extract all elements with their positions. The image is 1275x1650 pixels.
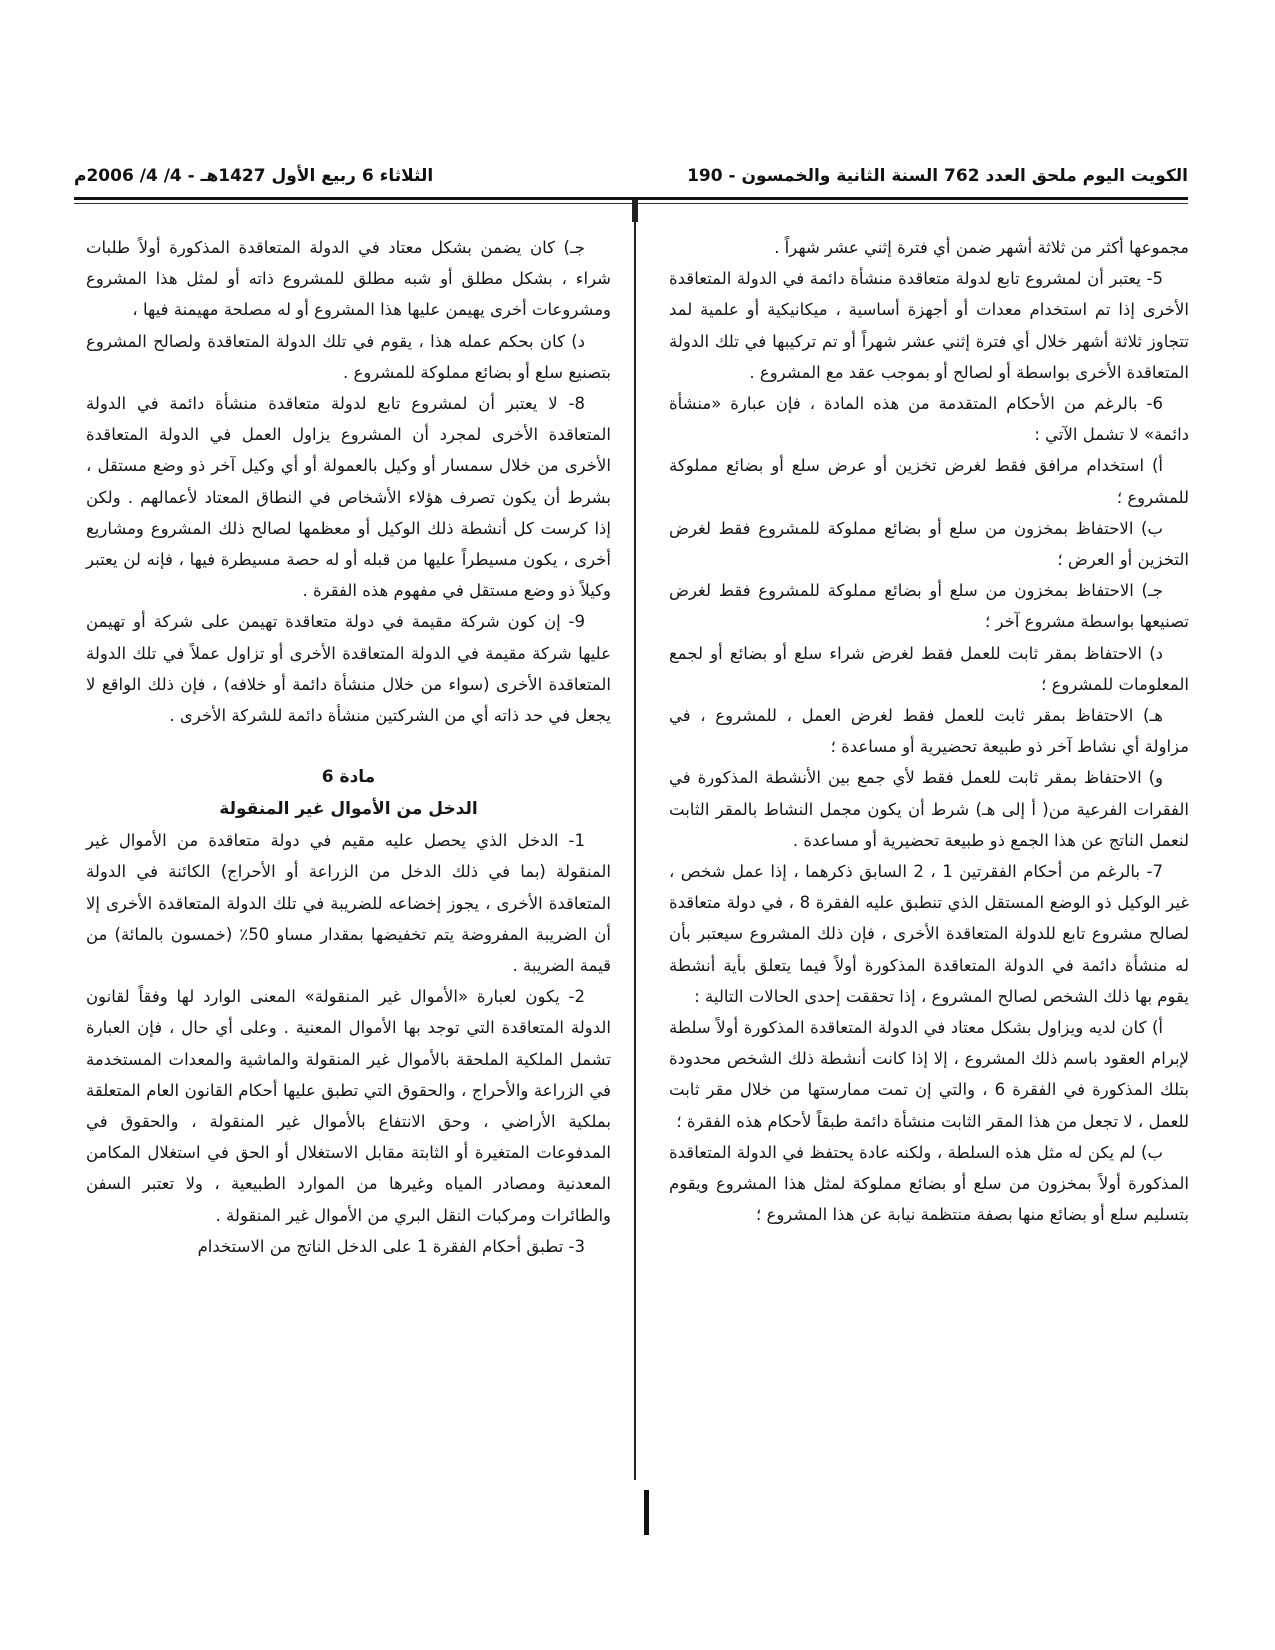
paragraph: هـ) الاحتفاظ بمقر ثابت للعمل فقط لغرض العمل ، للمشروع ، في مزاولة أي نشاط آخر ذو طبيعة تحضيرية أو مساعدة ؛ (669, 706, 1189, 757)
paragraph: جـ) الاحتفاظ بمخزون من سلع أو بضائع مملوكة للمشروع فقط لغرض تصنيعها بواسطة مشروع آخر ؛ (669, 581, 1189, 632)
paragraph: د) الاحتفاظ بمقر ثابت للعمل فقط لغرض شراء سلع أو بضائع أو لجمع المعلومات للمشروع ؛ (669, 643, 1189, 694)
paragraph: د) كان بحكم عمله هذا ، يقوم في تلك الدولة المتعاقدة ولصالح المشروع بتصنيع سلع أو بضائع مملوكة للمشروع . (86, 331, 611, 382)
right-column (669, 232, 1189, 1231)
paragraph: 7- بالرغم من أحكام الفقرتين 1 ، 2 السابق ذكرهما ، إذا عمل شخص ، غير الوكيل ذو الوضع المستقل الذي تنطبق عليه الفقرة 8 ، في دولة متعاقدة لصالح مشروع تابع للدولة المتعاقدة الأخرى ، فإن ذلك المشروع سيعتبر بأن له منشأة دائمة في الدولة المتعاقدة المذكورة أولاً فيما يتعلق بأية أنشطة يقوم بها ذلك الشخص لصالح المشروع ، إذا تحققت إحدى الحالات التالية : (669, 862, 1189, 1006)
left-column (86, 232, 611, 1262)
paragraph: 2- يكون لعبارة «الأموال غير المنقولة» المعنى الوارد لها وفقاً لقانون الدولة المتعاقدة التي توجد بها الأموال المعنية . وعلى أي حال ، فإن العبارة تشمل الملكية الملحقة بالأموال غير المنقولة والماشية والمعدات المستخدمة في الزراعة والأحراج ، والحقوق التي تطبق عليها أحكام القانون العام المتعلقة بملكية الأراضي ، وحق الانتفاع بالأموال غير المنقولة ، والحقوق في المدفوعات المتغيرة أو الثابتة مقابل الاستغلال أو الحق في استغلال المكامن المعدنية ومصادر المياه وغيرها من الموارد الطبيعية ، ولا تعتبر السفن والطائرات ومركبات النقل البري من الأموال غير المنقولة . (86, 987, 611, 1225)
page-bottom-mark (644, 1490, 649, 1535)
paragraph: 9- إن كون شركة مقيمة في دولة متعاقدة تهيمن على شركة أو تهيمن عليها شركة مقيمة في الدولة المتعاقدة الأخرى أو تزاول عملاً في تلك الدولة المتعاقدة الأخرى (سواء من خلال منشأة دائمة أو خلافه) ، فإن ذلك الواقع لا يجعل في حد ذاته أي من الشركتين منشأة دائمة للشركة الأخرى . (86, 612, 611, 726)
paragraph: 1- الدخل الذي يحصل عليه مقيم في دولة متعاقدة من الأموال غير المنقولة (بما في ذلك الدخل من الزراعة أو الأحراج) الكائنة في الدولة المتعاقدة الأخرى ، يجوز إخضاعه للضريبة في تلك الدولة المتعاقدة الأخرى إلا أن الضريبة المفروضة يتم تخفيضها بمقدار مساو 50٪ (خمسون بالمائة) من قيمة الضريبة . (86, 831, 612, 976)
header-rule-thin (74, 203, 1188, 204)
paragraph: ب) الاحتفاظ بمخزون من سلع أو بضائع مملوكة للمشروع فقط لغرض التخزين أو العرض ؛ (669, 518, 1189, 570)
paragraph: و) الاحتفاظ بمقر ثابت للعمل فقط لأي جمع بين الأنشطة المذكورة في الفقرات الفرعية من( أ إلى هـ) شرط أن يكون مجمل النشاط بالمقر الثابت لنعمل الناتج عن هذا الجمع ذو طبيعة تحضيرية أو مساعدة . (669, 768, 1189, 850)
page-header (74, 160, 1188, 192)
paragraph: 8- لا يعتبر أن لمشروع تابع لدولة متعاقدة منشأة دائمة في الدولة المتعاقدة الأخرى لمجرد أن المشروع يزاول العمل في الدولة المتعاقدة الأخرى من خلال سمسار أو وكيل بالعمولة أو أي وكيل آخر ذو وضع مستقل ، بشرط أن يكون تصرف هؤلاء الأشخاص في النطاق المعتاد لأعمالهم . ولكن إذا كرست كل أنشطة ذلك الوكيل أو معظمها لصالح ذلك المشروع ومشاريع أخرى ، يكون مسيطراً عليها من قبله أو له حصة مسيطرة فيها ، فإنه لن يعتبر وكيلاً ذو وضع مستقل في مفهوم هذه الفقرة . (86, 394, 611, 601)
paragraph: 5- يعتبر أن لمشروع تابع لدولة متعاقدة منشأة دائمة في الدولة المتعاقدة الأخرى إذا تم استخدام معدات أو أجهزة أساسية ، ميكانيكية أو علمية لمد تتجاوز ثلاثة أشهر خلال أي فترة إثني عشر شهراً أو تم تركيبها في تلك الدولة المتعاقدة الأخرى بواسطة أو لصالح أو بموجب عقد مع المشروع . (669, 269, 1189, 382)
paragraph: جـ) كان يضمن بشكل معتاد في الدولة المتعاقدة المذكورة أولاً طلبات شراء ، بشكل مطلق أو شبه مطلق للمشروع ذاته أو لمثل هذا المشروع ومشروعات أخرى يهيمن عليها هذا المشروع أو له مصلحة مهيمنة فيها ، (86, 238, 611, 320)
column-divider (634, 210, 636, 1480)
article-number: مادة 6 (321, 767, 376, 788)
header-issue-info: الكويت اليوم ملحق العدد 762 السنة الثانية والخمسون - 190 (687, 166, 1188, 186)
header-date: الثلاثاء 6 ربيع الأول 1427هـ - 4/ 4/ 2006م (74, 166, 434, 186)
paragraph: ب) لم يكن له مثل هذه السلطة ، ولكنه عادة يحتفظ في الدولة المتعاقدة المذكورة أولاً بمخزون من سلع أو بضائع مملوكة لمثل هذا المشروع ويقوم بتسليم سلع أو بضائع منها بصفة منتظمة نيابة عن هذا المشروع ؛ (669, 1142, 1189, 1225)
paragraph: مجموعها أكثر من ثلاثة أشهر ضمن أي فترة إثني عشر شهراً . (774, 238, 1189, 257)
paragraph: أ) استخدام مرافق فقط لغرض تخزين أو عرض سلع أو بضائع مملوكة للمشروع ؛ (669, 456, 1189, 507)
header-rule-thick (74, 197, 1188, 200)
paragraph: 6- بالرغم من الأحكام المتقدمة من هذه المادة ، فإن عبارة «منشأة دائمة» لا تشمل الآتي : (669, 394, 1189, 445)
paragraph: أ) كان لديه ويزاول بشكل معتاد في الدولة المتعاقدة المذكورة أولاً سلطة لإبرام العقود باسم ذلك المشروع ، إلا إذا كانت أنشطة ذلك الشخص محدودة بتلك المذكورة في الفقرة 6 ، والتي إن تمت ممارستها من خلال مقر ثابت للعمل ، لا تجعل من هذا المقر الثابت منشأة دائمة طبقاً لأحكام هذه الفقرة ؛ (669, 1018, 1189, 1131)
article-title: الدخل من الأموال غير المنقولة (219, 799, 478, 820)
paragraph: 3- تطبق أحكام الفقرة 1 على الدخل الناتج من الاستخدام (197, 1236, 585, 1256)
